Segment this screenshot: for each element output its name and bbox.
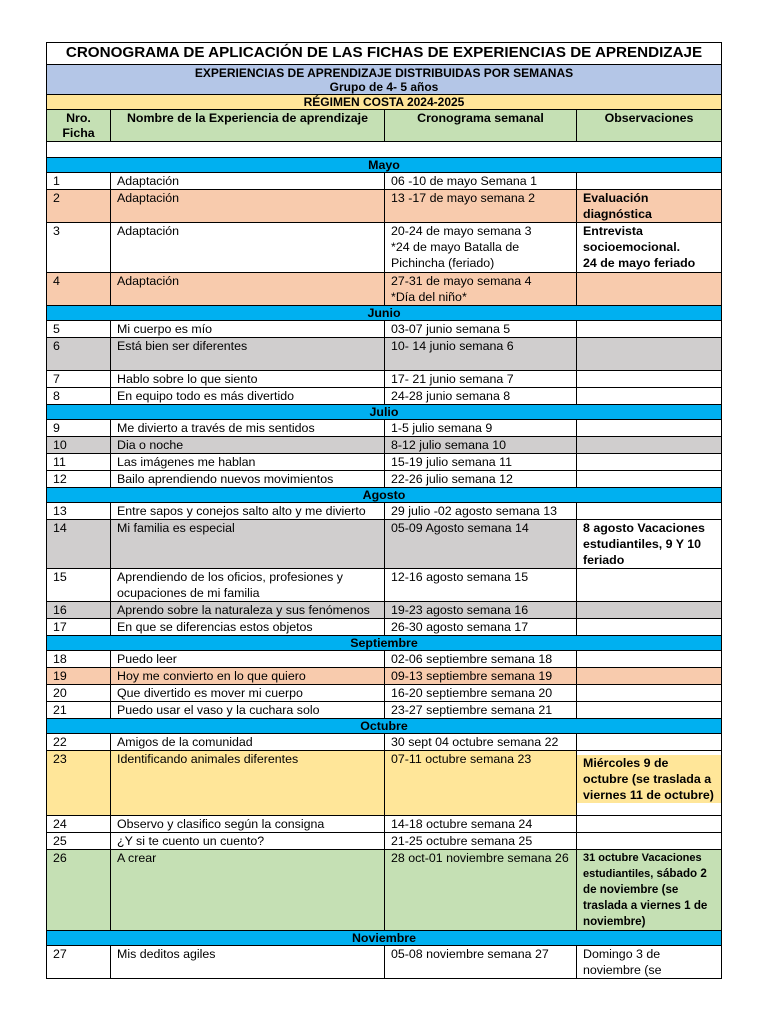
- weekly-schedule: 03-07 junio semana 5: [385, 321, 577, 338]
- table-row: [47, 702, 722, 719]
- weekly-schedule: 22-26 julio semana 12: [385, 471, 577, 488]
- document-title: CRONOGRAMA DE APLICACIÓN DE LAS FICHAS DE EXPERIENCIAS DE APRENDIZAJE: [47, 43, 722, 65]
- row-number: 6: [47, 338, 111, 371]
- weekly-schedule: 09-13 septiembre semana 19: [385, 668, 577, 685]
- experience-name: Aprendiendo de los oficios, profesiones y ocupaciones de mi familia: [111, 569, 385, 602]
- weekly-schedule: 26-30 agosto semana 17: [385, 619, 577, 636]
- month-row-octubre: [47, 719, 722, 734]
- weekly-schedule: 15-19 julio semana 11: [385, 454, 577, 471]
- observation: [577, 503, 722, 520]
- col-header-name: Nombre de la Experiencia de aprendizaje: [111, 110, 385, 142]
- observation: [577, 816, 722, 833]
- weekly-schedule: 24-28 junio semana 8: [385, 388, 577, 405]
- row-number: 18: [47, 651, 111, 668]
- row-number: 12: [47, 471, 111, 488]
- row-number: 17: [47, 619, 111, 636]
- observation: [577, 321, 722, 338]
- observation: [577, 338, 722, 371]
- experience-name: En que se diferencias estos objetos: [111, 619, 385, 636]
- observation-highlight: Miércoles 9 de octubre (se traslada a viernes 11 de octubre): [577, 755, 721, 803]
- observation: [577, 420, 722, 437]
- table-row: [47, 850, 722, 931]
- row-number: 8: [47, 388, 111, 405]
- schedule-document: [46, 42, 721, 979]
- weekly-schedule: 06 -10 de mayo Semana 1: [385, 173, 577, 190]
- col-header-schedule: Cronograma semanal: [385, 110, 577, 142]
- table-row: [47, 569, 722, 602]
- observation: [577, 569, 722, 602]
- experience-name: Está bien ser diferentes: [111, 338, 385, 371]
- observation: [577, 751, 722, 816]
- observation-vacation: 31 octubre Vacaciones estudiantiles,: [583, 852, 702, 880]
- experience-name: A crear: [111, 850, 385, 931]
- row-number: 14: [47, 520, 111, 569]
- experience-name: Adaptación: [111, 173, 385, 190]
- experience-name: Me divierto a través de mis sentidos: [111, 420, 385, 437]
- month-label: Septiembre: [47, 636, 722, 651]
- month-label: Agosto: [47, 488, 722, 503]
- month-row-julio: [47, 405, 722, 420]
- table-row: [47, 503, 722, 520]
- table-row: [47, 734, 722, 751]
- row-number: 9: [47, 420, 111, 437]
- col-header-nro-line2: Ficha: [62, 126, 95, 140]
- month-label: Noviembre: [47, 931, 722, 946]
- row-number: 5: [47, 321, 111, 338]
- weekly-schedule: 02-06 septiembre semana 18: [385, 651, 577, 668]
- title-row: [47, 43, 722, 65]
- weekly-schedule: 29 julio -02 agosto semana 13: [385, 503, 577, 520]
- table-row: [47, 946, 722, 979]
- regime-label: RÉGIMEN COSTA 2024-2025: [47, 95, 722, 110]
- weekly-schedule: 14-18 octubre semana 24: [385, 816, 577, 833]
- observation: [577, 273, 722, 306]
- schedule-note: *Día del niño*: [391, 290, 467, 304]
- weekly-schedule: 12-16 agosto semana 15: [385, 569, 577, 602]
- observation: [577, 668, 722, 685]
- table-row: [47, 321, 722, 338]
- table-row: [47, 619, 722, 636]
- row-number: 26: [47, 850, 111, 931]
- observation: [577, 651, 722, 668]
- observation: [577, 454, 722, 471]
- experience-name: Observo y clasifico según la consigna: [111, 816, 385, 833]
- observation: [577, 850, 722, 931]
- weekly-schedule: 13 -17 de mayo semana 2: [385, 190, 577, 223]
- month-row-agosto: [47, 488, 722, 503]
- schedule-note: *24 de mayo Batalla de Pichincha (feriado): [391, 240, 520, 270]
- observation: Domingo 3 de noviembre (se: [577, 946, 722, 979]
- observation-line: 24 de mayo feriado: [583, 256, 696, 270]
- month-row-junio: [47, 306, 722, 321]
- experience-name: Hoy me convierto en lo que quiero: [111, 668, 385, 685]
- experience-name: En equipo todo es más divertido: [111, 388, 385, 405]
- table-row: [47, 651, 722, 668]
- weekly-schedule: 23-27 septiembre semana 21: [385, 702, 577, 719]
- experience-name: Aprendo sobre la naturaleza y sus fenómenos: [111, 602, 385, 619]
- weekly-schedule: 17- 21 junio semana 7: [385, 371, 577, 388]
- experience-name: Adaptación: [111, 223, 385, 273]
- weekly-schedule: 10- 14 junio semana 6: [385, 338, 577, 371]
- row-number: 11: [47, 454, 111, 471]
- weekly-schedule: 1-5 julio semana 9: [385, 420, 577, 437]
- month-row-septiembre: [47, 636, 722, 651]
- weekly-schedule: 05-08 noviembre semana 27: [385, 946, 577, 979]
- table-row: [47, 388, 722, 405]
- table-row: [47, 833, 722, 850]
- table-row: [47, 371, 722, 388]
- table-row: [47, 751, 722, 816]
- weekly-schedule: 30 sept 04 octubre semana 22: [385, 734, 577, 751]
- schedule-line: 20-24 de mayo semana 3: [391, 224, 532, 238]
- observation: [577, 685, 722, 702]
- subtitle-group: Grupo de 4- 5 años: [329, 80, 439, 94]
- observation-transfer: sábado 2 de noviembre (se traslada a viernes 1 de noviembre): [583, 867, 708, 928]
- experience-name: Dia o noche: [111, 437, 385, 454]
- row-number: 27: [47, 946, 111, 979]
- row-number: 3: [47, 223, 111, 273]
- row-number: 10: [47, 437, 111, 454]
- col-header-nro-line1: Nro.: [66, 111, 91, 125]
- observation: [577, 371, 722, 388]
- weekly-schedule: 19-23 agosto semana 16: [385, 602, 577, 619]
- column-header-row: [47, 110, 722, 142]
- table-row: [47, 454, 722, 471]
- observation: 8 agosto Vacaciones estudiantiles, 9 Y 10 feriado: [577, 520, 722, 569]
- schedule-line: 27-31 de mayo semana 4: [391, 274, 532, 288]
- observation: [577, 437, 722, 454]
- table-row: [47, 816, 722, 833]
- observation: [577, 223, 722, 273]
- row-number: 21: [47, 702, 111, 719]
- month-row-mayo: [47, 158, 722, 173]
- table-row: [47, 420, 722, 437]
- table-row: [47, 668, 722, 685]
- observation: [577, 734, 722, 751]
- experience-name: Adaptación: [111, 190, 385, 223]
- row-number: 16: [47, 602, 111, 619]
- row-number: 1: [47, 173, 111, 190]
- col-header-observations: Observaciones: [577, 110, 722, 142]
- weekly-schedule: 21-25 octubre semana 25: [385, 833, 577, 850]
- observation: [577, 602, 722, 619]
- month-label: Julio: [47, 405, 722, 420]
- row-number: 13: [47, 503, 111, 520]
- weekly-schedule: 16-20 septiembre semana 20: [385, 685, 577, 702]
- row-number: 15: [47, 569, 111, 602]
- observation: [577, 833, 722, 850]
- observation: [577, 702, 722, 719]
- experience-name: Mi familia es especial: [111, 520, 385, 569]
- observation: [577, 471, 722, 488]
- observation: [577, 173, 722, 190]
- experience-name: Que divertido es mover mi cuerpo: [111, 685, 385, 702]
- table-row: [47, 273, 722, 306]
- experience-name: Las imágenes me hablan: [111, 454, 385, 471]
- observation: Evaluación diagnóstica: [577, 190, 722, 223]
- row-number: 4: [47, 273, 111, 306]
- table-row: [47, 685, 722, 702]
- spacer-row: [47, 142, 722, 158]
- row-number: 22: [47, 734, 111, 751]
- observation-line: Entrevista socioemocional.: [583, 224, 681, 254]
- subtitle-distribution: EXPERIENCIAS DE APRENDIZAJE DISTRIBUIDAS POR SEMANAS: [194, 66, 574, 80]
- experience-name: Hablo sobre lo que siento: [111, 371, 385, 388]
- schedule-table: [46, 42, 722, 979]
- weekly-schedule: 8-12 julio semana 10: [385, 437, 577, 454]
- row-number: 20: [47, 685, 111, 702]
- subtitle-cell: [47, 65, 722, 95]
- weekly-schedule: 05-09 Agosto semana 14: [385, 520, 577, 569]
- weekly-schedule: [385, 223, 577, 273]
- table-row: [47, 173, 722, 190]
- experience-name: Amigos de la comunidad: [111, 734, 385, 751]
- row-number: 2: [47, 190, 111, 223]
- weekly-schedule: 28 oct-01 noviembre semana 26: [385, 850, 577, 931]
- table-row: [47, 223, 722, 273]
- col-header-nro: [47, 110, 111, 142]
- observation: [577, 619, 722, 636]
- weekly-schedule: [385, 273, 577, 306]
- table-row: [47, 437, 722, 454]
- row-number: 25: [47, 833, 111, 850]
- row-number: 23: [47, 751, 111, 816]
- table-row: [47, 520, 722, 569]
- experience-name: ¿Y si te cuento un cuento?: [111, 833, 385, 850]
- subtitle-row: [47, 65, 722, 95]
- experience-name: Mis deditos agiles: [111, 946, 385, 979]
- experience-name: Puedo leer: [111, 651, 385, 668]
- row-number: 19: [47, 668, 111, 685]
- regime-row: [47, 95, 722, 110]
- table-row: [47, 338, 722, 371]
- experience-name: Entre sapos y conejos salto alto y me divierto: [111, 503, 385, 520]
- experience-name: Adaptación: [111, 273, 385, 306]
- table-row: [47, 602, 722, 619]
- month-row-noviembre: [47, 931, 722, 946]
- experience-name: Puedo usar el vaso y la cuchara solo: [111, 702, 385, 719]
- experience-name: Mi cuerpo es mío: [111, 321, 385, 338]
- row-number: 7: [47, 371, 111, 388]
- experience-name: Bailo aprendiendo nuevos movimientos: [111, 471, 385, 488]
- table-row: [47, 190, 722, 223]
- month-label: Octubre: [47, 719, 722, 734]
- table-row: [47, 471, 722, 488]
- experience-name: Identificando animales diferentes: [111, 751, 385, 816]
- weekly-schedule: 07-11 octubre semana 23: [385, 751, 577, 816]
- row-number: 24: [47, 816, 111, 833]
- observation: [577, 388, 722, 405]
- month-label: Mayo: [47, 158, 722, 173]
- month-label: Junio: [47, 306, 722, 321]
